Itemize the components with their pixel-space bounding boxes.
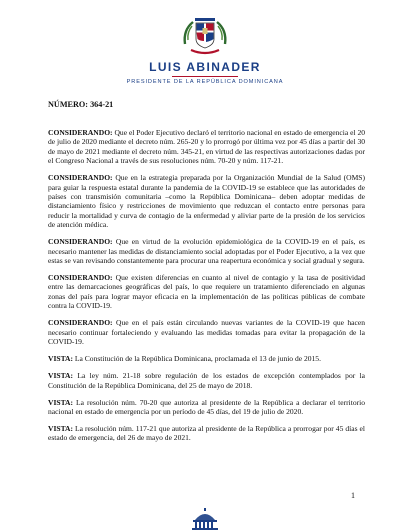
- paragraph-text: La Constitución de la República Dominicana, proclamada el 13 de junio de 2015.: [73, 354, 321, 364]
- paragraph-lead: CONSIDERANDO:: [48, 173, 113, 183]
- paragraph-text: Que en el país están circulando nuevas variantes de la COVID-19 que hacen necesario continuar fortaleciendo y evaluando las medidas tomadas para evitar la propagación de la COVID-19.: [48, 318, 365, 347]
- paragraph: [48, 237, 365, 265]
- paragraph: [48, 354, 365, 363]
- paragraph: [48, 371, 365, 390]
- paragraph-text: La resolución núm. 70-20 que autoriza al presidente de la República a declarar el territorio nacional en estado de emergencia por un período de 45 días, del 19 de julio de 2020.: [48, 397, 365, 416]
- paragraph: [48, 273, 365, 311]
- paragraph: [48, 424, 365, 443]
- paragraph-lead: CONSIDERANDO:: [48, 237, 113, 247]
- paragraph: [48, 318, 365, 346]
- letterhead-title: PRESIDENTE DE LA REPÚBLICA DOMINICANA: [126, 79, 284, 85]
- letterhead-name: LUIS ABINADER: [149, 60, 261, 74]
- paragraph-lead: CONSIDERANDO:: [48, 128, 113, 137]
- paragraph-text: Que el Poder Ejecutivo declaró el territorio nacional en estado de emergencia el 20 de julio de 2020 mediante el decreto núm. 265-20 y lo prorrogó por última vez por 45 días a partir del 30 de mayo de 2021 mediante el decreto núm. 345-21, en virtud de las respectivas autorizaciones dadas por el Congreso Nacional a través de sus resoluciones núm. 70-20 y núm. 117-21.: [48, 128, 365, 166]
- paragraph-lead: VISTA:: [48, 354, 74, 364]
- page-number: 1: [351, 491, 355, 500]
- paragraph-lead: CONSIDERANDO:: [48, 318, 113, 328]
- paragraph-lead: VISTA:: [48, 423, 74, 433]
- paragraph-text: Que en virtud de la evolución epidemiológica de la COVID-19 en el país, es necesario mantener las medidas de distanciamiento social adoptadas por el Poder Ejecutivo, a la vez que estas se van revisando constantemente para procurar una reapertura económica y social gradual y segura.: [48, 237, 365, 266]
- document-body: [48, 128, 365, 450]
- paragraph: [48, 128, 365, 166]
- decree-number: NÚMERO: 364-21: [48, 100, 114, 109]
- paragraph-lead: VISTA:: [48, 371, 74, 381]
- paragraph-text: La resolución núm. 117-21 que autoriza al presidente de la República a prorrogar por 45 días el estado de emergencia, del 26 de mayo de 2021.: [48, 423, 365, 443]
- paragraph: [48, 173, 365, 229]
- paragraph-text: La ley núm. 21-18 sobre regulación de los estados de excepción contemplados por la Constitución de la República Dominicana, del 25 de mayo de 2018.: [48, 371, 365, 390]
- paragraph: [48, 398, 365, 417]
- paragraph-lead: VISTA:: [48, 397, 74, 407]
- palace-icon: [189, 506, 221, 530]
- paragraph-text: Que existen diferencias en cuanto al nivel de contagio y la tasa de positividad entre las demarcaciones geográficas del país, lo que requiere un tratamiento diferenciado en algunas zonas del país para lograr mayor eficacia en la implementación de las políticas públicas de combate contra la COVID-19.: [48, 273, 365, 311]
- letterhead-divider: [172, 76, 238, 77]
- paragraph-text: Que en la estrategia preparada por la Organización Mundial de la Salud (OMS) para guiar la respuesta estatal durante la pandemia de la COVID-19 se establece que las autoridades de países con transmisión comunitaria –como la República Dominicana– deben adoptar medidas de distanciamiento físico y restricciones de movimiento que reduzcan el contacto entre personas para reducir la mortalidad y curva de contagio de la enfermedad y aliviar parte de la presión de los servicios de atención médica.: [48, 173, 365, 230]
- coat-of-arms-icon: [181, 14, 229, 58]
- paragraph-lead: CONSIDERANDO:: [48, 273, 113, 283]
